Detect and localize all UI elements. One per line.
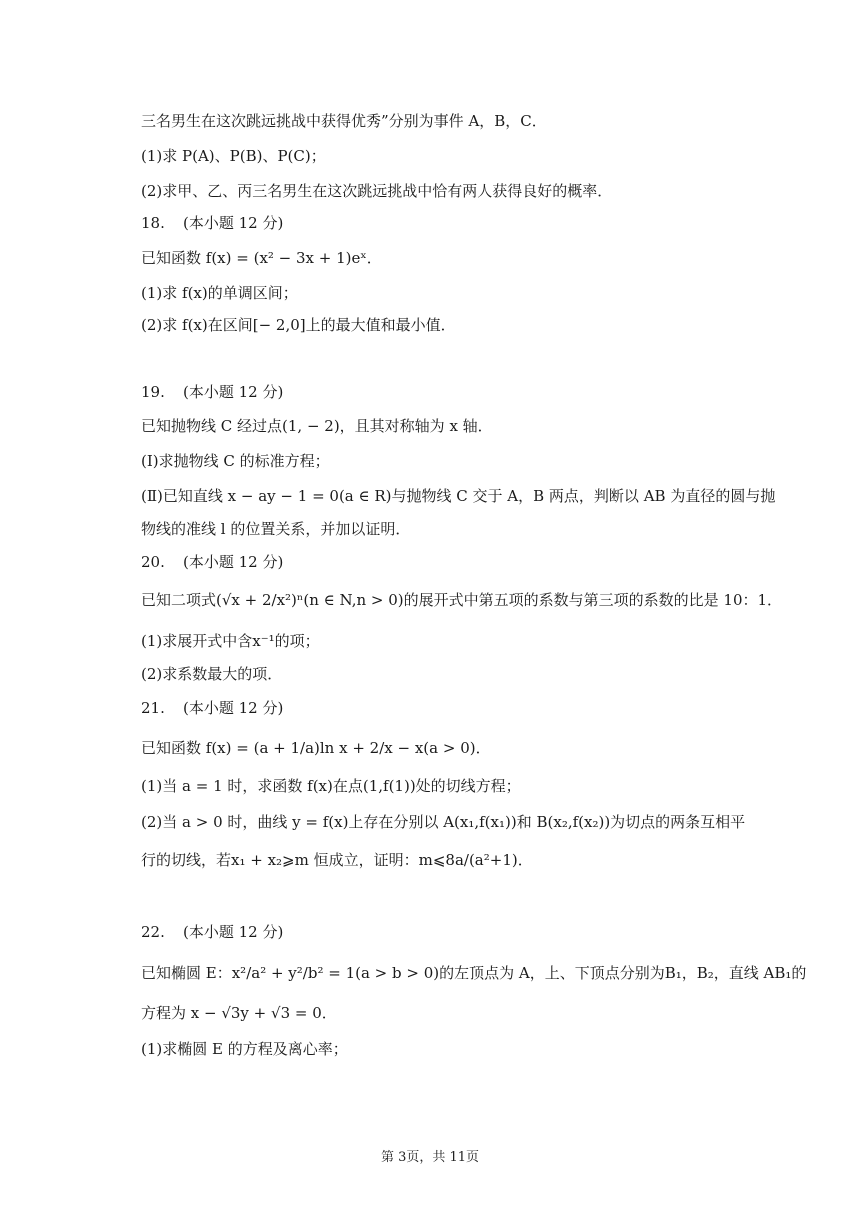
question-score: (本小题 12 分) (183, 923, 284, 941)
question-20-heading (141, 551, 760, 573)
text-line: (2)求系数最大的项． (141, 665, 283, 683)
question-number: 22. (141, 923, 165, 941)
text-line: 方程为 x − √3y + √3 = 0． (141, 1004, 337, 1022)
text-line: 行的切线，若x₁ + x₂⩾m 恒成立，证明：m⩽8a/(a²+1)． (141, 851, 533, 869)
text-line: (1)求展开式中含x⁻¹的项； (141, 632, 320, 650)
text-line: 已知二项式(√x + 2/x²)ⁿ(n ∈ N,n > 0)的展开式中第五项的系数与第三项的系数的比是 10：1． (141, 591, 783, 609)
text-line: 已知函数 f(x) = (a + 1/a)ln x + 2/x − x(a > 0)． (141, 739, 491, 757)
text-line: (Ⅰ)求抛物线 C 的标准方程； (141, 452, 330, 470)
text-line: (Ⅱ)已知直线 x − ay − 1 = 0(a ∈ R)与抛物线 C 交于 A，B 两点，判断以 AB 为直径的圆与抛 (141, 487, 776, 505)
text-line: (2)求甲、乙、丙三名男生在这次跳远挑战中恰有两人获得良好的概率． (141, 182, 613, 200)
text-line: (1)求 P(A)、P(B)、P(C)； (141, 147, 326, 165)
question-number: 20. (141, 553, 165, 571)
question-score: (本小题 12 分) (183, 214, 284, 232)
text-line: (1)求椭圆 E 的方程及离心率； (141, 1040, 348, 1058)
question-number: 21. (141, 699, 165, 717)
question-number: 18. (141, 214, 165, 232)
text-line: 已知椭圆 E：x²/a² + y²/b² = 1(a > b > 0)的左顶点为 A，上、下顶点分别为B₁，B₂，直线 AB₁的 (141, 964, 807, 982)
question-18-heading (141, 212, 760, 234)
question-21-heading (141, 697, 760, 719)
page-footer: 第 3页，共 11页 (380, 1150, 480, 1165)
question-19-heading (141, 381, 760, 403)
text-line: (2)当 a > 0 时，曲线 y = f(x)上存在分别以 A(x₁,f(x₁))和 B(x₂,f(x₂))为切点的两条互相平 (141, 813, 746, 831)
text-line: 已知函数 f(x) = (x² − 3x + 1)eˣ． (141, 249, 382, 267)
text-line: 已知抛物线 C 经过点(1, − 2)，且其对称轴为 x 轴． (141, 417, 493, 435)
text-line: (1)当 a = 1 时，求函数 f(x)在点(1,f(1))处的切线方程； (141, 777, 521, 795)
question-22-heading (141, 921, 760, 943)
text-line: (1)求 f(x)的单调区间； (141, 284, 298, 302)
question-score: (本小题 12 分) (183, 699, 284, 717)
text-line: 三名男生在这次跳远挑战中获得优秀”分别为事件 A，B，C． (141, 112, 547, 130)
question-number: 19. (141, 383, 165, 401)
question-score: (本小题 12 分) (183, 553, 284, 571)
question-score: (本小题 12 分) (183, 383, 284, 401)
text-line: (2)求 f(x)在区间[− 2,0]上的最大值和最小值． (141, 316, 456, 334)
text-line: 物线的准线 l 的位置关系，并加以证明． (141, 520, 411, 538)
